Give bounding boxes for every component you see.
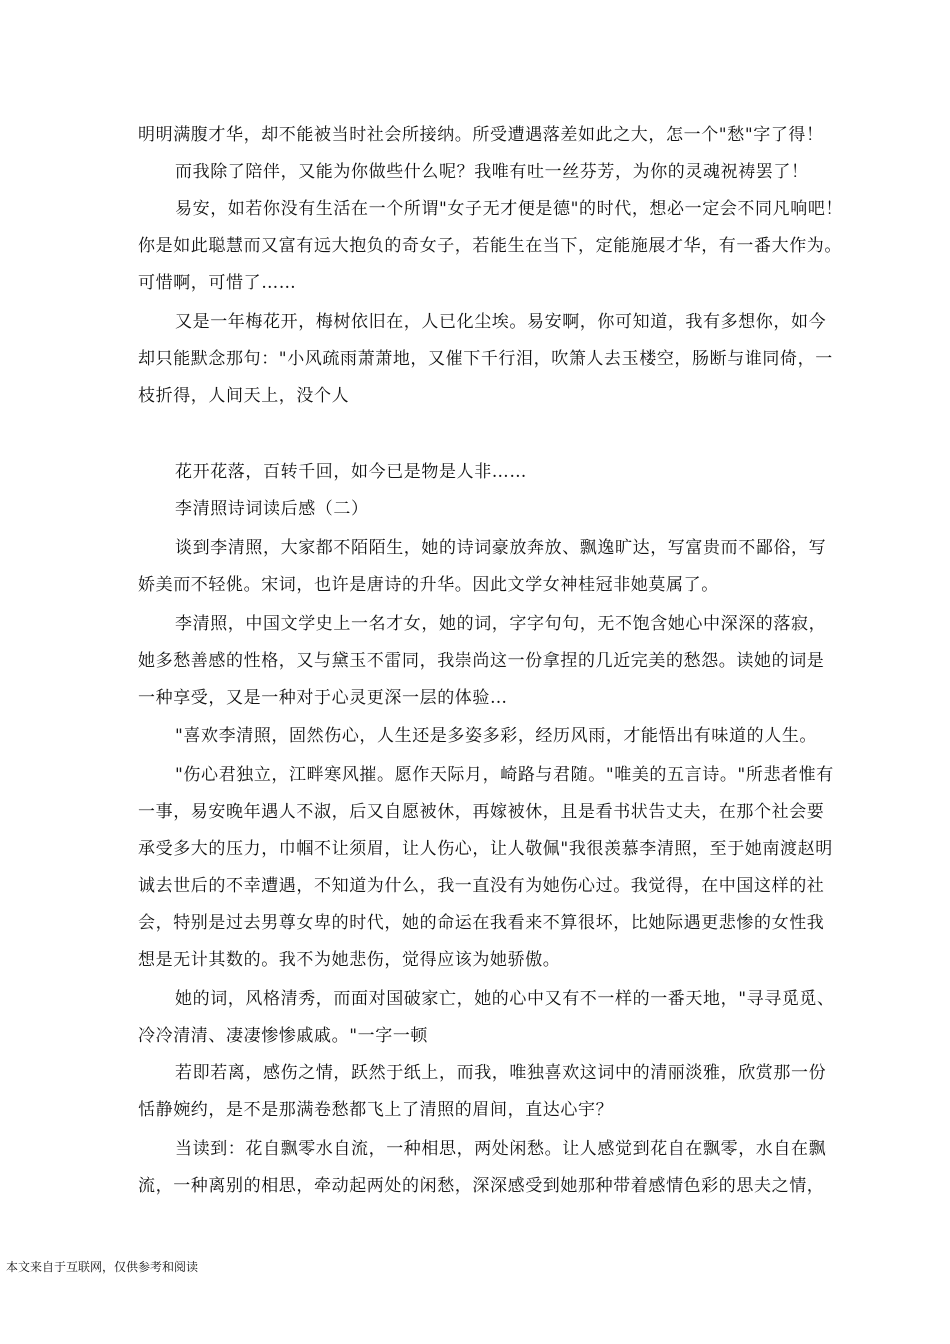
paragraph-line: 谈到李清照，大家都不陌陌生，她的诗词豪放奔放、飘逸旷达，写富贵而不鄙俗，写 [175, 538, 827, 558]
paragraph-line: 想是无计其数的。我不为她悲伤，觉得应该为她骄傲。 [138, 950, 561, 970]
paragraph-line: 李清照，中国文学史上一名才女，她的词，字字句句，无不饱含她心中深深的落寂， [175, 614, 827, 634]
section-heading: 李清照诗词读后感（二） [175, 499, 369, 519]
paragraph-line: 当读到：花自飘零水自流，一种相思，两处闲愁。让人感觉到花自在飘零，水自在飘 [175, 1139, 827, 1159]
paragraph-line: 易安，如若你没有生活在一个所谓"女子无才便是德"的时代，想必一定会不同凡响吧！ [175, 199, 844, 219]
paragraph-line: "伤心君独立，江畔寒风摧。愿作天际月，崎路与君随。"唯美的五言诗。"所悲者惟有 [175, 765, 834, 785]
paragraph-line: 你是如此聪慧而又富有远大抱负的奇女子，若能生在当下，定能施展才华，有一番大作为。 [138, 236, 842, 256]
paragraph-line: "喜欢李清照，固然伤心，人生还是多姿多彩，经历风雨，才能悟出有味道的人生。 [175, 726, 818, 746]
paragraph-line: 承受多大的压力，巾帼不让须眉，让人伤心，让人敬佩"我很羡慕李清照，至于她南渡赵明 [138, 839, 833, 859]
paragraph-line: 若即若离，感伤之情，跃然于纸上，而我，唯独喜欢这词中的清丽淡雅，欣赏那一份 [175, 1063, 827, 1083]
paragraph-line: 会，特别是过去男尊女卑的时代，她的命运在我看来不算很坏，比她际遇更悲惨的女性我 [138, 913, 825, 933]
paragraph-line: 流，一种离别的相思，牵动起两处的闲愁，深深感受到她那种带着感情色彩的思夫之情， [138, 1176, 825, 1196]
paragraph-line: 诚去世后的不幸遭遇，不知道为什么，我一直没有为她伤心过。我觉得，在中国这样的社 [138, 876, 825, 896]
paragraph-line: 枝折得，人间天上，没个人 [138, 386, 350, 406]
paragraph-line: 花开花落，百转千回，如今已是物是人非…… [175, 462, 527, 482]
paragraph-line: 而我除了陪伴，又能为你做些什么呢？我唯有吐一丝芬芳，为你的灵魂祝祷罢了！ [175, 162, 809, 182]
paragraph-line: 一事，易安晚年遇人不淑，后又自愿被休，再嫁被休，且是看书状告丈夫，在那个社会要 [138, 802, 825, 822]
paragraph-line: 她的词，风格清秀，而面对国破家亡，她的心中又有不一样的一番天地，"寻寻觅觅、 [175, 989, 835, 1009]
paragraph-line: 又是一年梅花开，梅树依旧在，人已化尘埃。易安啊，你可知道，我有多想你，如今 [175, 312, 827, 332]
paragraph-line: 却只能默念那句："小风疏雨萧萧地，又催下千行泪，吹箫人去玉楼空，肠断与谁同倚，一 [138, 349, 833, 369]
paragraph-line: 她多愁善感的性格，又与黛玉不雷同，我崇尚这一份拿捏的几近完美的愁怨。读她的词是 [138, 651, 825, 671]
footer-disclaimer: 本文来自于互联网，仅供参考和阅读 [6, 1260, 199, 1274]
paragraph-line: 明明满腹才华，却不能被当时社会所接纳。所受遭遇落差如此之大，怎一个"愁"字了得！ [138, 125, 824, 145]
paragraph-line: 冷冷清清、凄凄惨惨戚戚。"一字一顿 [138, 1026, 429, 1046]
paragraph-line: 恬静婉约，是不是那满卷愁都飞上了清照的眉间，直达心宇？ [138, 1100, 614, 1120]
paragraph-line: 一种享受，又是一种对于心灵更深一层的体验… [138, 688, 508, 708]
paragraph-line: 可惜啊，可惜了…… [138, 273, 297, 293]
paragraph-line: 娇美而不轻佻。宋词，也许是唐诗的升华。因此文学女神桂冠非她莫属了。 [138, 575, 719, 595]
